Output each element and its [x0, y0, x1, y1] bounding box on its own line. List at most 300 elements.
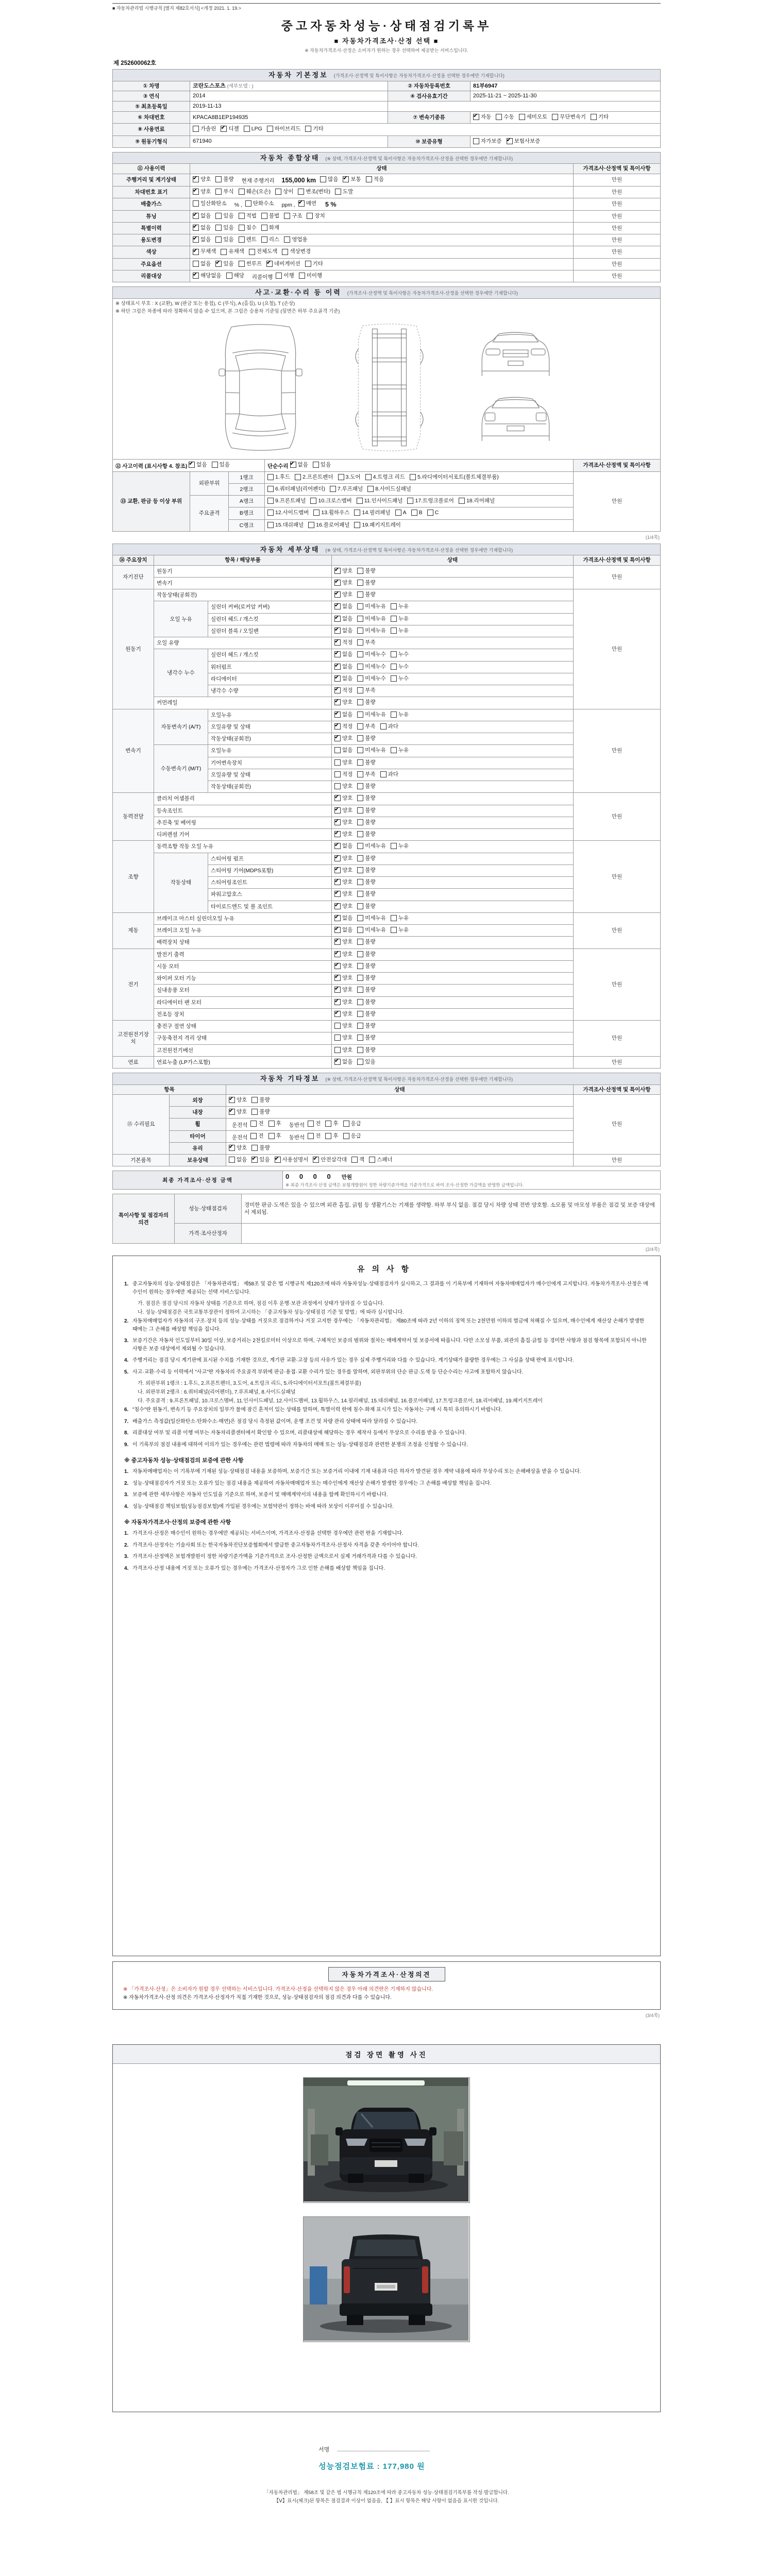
checkbox-icon[interactable] — [380, 771, 386, 777]
checkbox-icon[interactable] — [334, 699, 341, 705]
checkbox-icon[interactable] — [334, 568, 341, 574]
checkbox-icon[interactable] — [334, 891, 341, 897]
checkbox-option[interactable] — [334, 759, 352, 766]
checkbox-icon[interactable] — [313, 510, 320, 516]
checkbox-option[interactable] — [215, 176, 233, 183]
checkbox-option[interactable] — [249, 248, 278, 255]
checkbox-option[interactable] — [391, 627, 409, 634]
checkbox-icon[interactable] — [357, 675, 363, 682]
checkbox-icon[interactable] — [427, 510, 433, 516]
checkbox-option[interactable] — [334, 663, 352, 670]
checkbox-option[interactable] — [357, 723, 375, 730]
checkbox-option[interactable] — [367, 485, 411, 493]
checkbox-icon[interactable] — [334, 975, 341, 981]
checkbox-icon[interactable] — [215, 176, 222, 182]
checkbox-option[interactable] — [380, 771, 398, 778]
checkbox-option[interactable] — [334, 951, 352, 958]
checkbox-icon[interactable] — [193, 225, 199, 231]
checkbox-icon[interactable] — [313, 462, 319, 468]
checkbox-option[interactable] — [369, 1156, 392, 1163]
checkbox-icon[interactable] — [473, 114, 479, 120]
checkbox-option[interactable] — [357, 855, 375, 862]
checkbox-option[interactable] — [330, 485, 363, 493]
checkbox-option[interactable] — [215, 260, 233, 267]
checkbox-option[interactable] — [251, 1108, 270, 1115]
checkbox-icon[interactable] — [221, 249, 227, 255]
checkbox-icon[interactable] — [215, 213, 222, 219]
checkbox-icon[interactable] — [351, 1157, 358, 1163]
checkbox-icon[interactable] — [334, 831, 341, 837]
checkbox-icon[interactable] — [325, 1121, 331, 1127]
checkbox-icon[interactable] — [507, 138, 513, 144]
checkbox-icon[interactable] — [267, 126, 273, 132]
checkbox-icon[interactable] — [391, 603, 397, 609]
checkbox-icon[interactable] — [391, 664, 397, 670]
checkbox-icon[interactable] — [221, 126, 227, 132]
checkbox-option[interactable] — [391, 914, 409, 922]
checkbox-icon[interactable] — [334, 987, 341, 993]
checkbox-option[interactable] — [357, 794, 375, 802]
checkbox-option[interactable] — [226, 272, 244, 279]
checkbox-icon[interactable] — [307, 213, 313, 219]
checkbox-icon[interactable] — [334, 628, 341, 634]
checkbox-option[interactable] — [591, 113, 609, 121]
checkbox-option[interactable] — [276, 272, 294, 279]
checkbox-icon[interactable] — [334, 747, 341, 753]
checkbox-icon[interactable] — [365, 474, 372, 480]
checkbox-option[interactable] — [193, 236, 211, 243]
checkbox-icon[interactable] — [357, 651, 363, 657]
checkbox-icon[interactable] — [275, 1157, 281, 1163]
checkbox-icon[interactable] — [334, 879, 341, 885]
checkbox-option[interactable] — [343, 1120, 361, 1127]
checkbox-icon[interactable] — [391, 651, 397, 657]
checkbox-option[interactable] — [215, 236, 233, 243]
checkbox-option[interactable] — [334, 878, 352, 886]
checkbox-option[interactable] — [215, 212, 233, 219]
checkbox-option[interactable] — [313, 461, 331, 468]
checkbox-icon[interactable] — [357, 699, 363, 705]
checkbox-option[interactable] — [229, 1096, 247, 1104]
checkbox-option[interactable] — [290, 461, 308, 468]
checkbox-icon[interactable] — [367, 486, 374, 492]
checkbox-icon[interactable] — [357, 807, 363, 814]
checkbox-option[interactable] — [411, 509, 423, 516]
checkbox-option[interactable] — [268, 1120, 281, 1127]
checkbox-option[interactable] — [380, 723, 398, 730]
checkbox-option[interactable] — [308, 521, 349, 529]
checkbox-icon[interactable] — [334, 735, 341, 741]
checkbox-icon[interactable] — [267, 510, 274, 516]
checkbox-icon[interactable] — [334, 855, 341, 861]
checkbox-option[interactable] — [357, 567, 375, 574]
checkbox-option[interactable] — [334, 867, 352, 874]
checkbox-option[interactable] — [334, 938, 352, 945]
checkbox-icon[interactable] — [261, 213, 267, 219]
checkbox-option[interactable] — [267, 509, 309, 516]
checkbox-icon[interactable] — [334, 1059, 341, 1065]
checkbox-option[interactable] — [334, 903, 352, 910]
checkbox-option[interactable] — [334, 890, 352, 897]
checkbox-icon[interactable] — [357, 498, 363, 504]
checkbox-icon[interactable] — [334, 580, 341, 586]
checkbox-option[interactable] — [357, 627, 386, 634]
checkbox-option[interactable] — [357, 1058, 375, 1065]
checkbox-icon[interactable] — [215, 225, 222, 231]
checkbox-option[interactable] — [395, 509, 407, 516]
checkbox-option[interactable] — [507, 138, 541, 145]
checkbox-option[interactable] — [473, 113, 491, 121]
checkbox-icon[interactable] — [357, 628, 363, 634]
checkbox-icon[interactable] — [354, 510, 360, 516]
checkbox-option[interactable] — [305, 260, 323, 267]
checkbox-icon[interactable] — [229, 1109, 235, 1115]
checkbox-icon[interactable] — [334, 687, 341, 693]
checkbox-icon[interactable] — [193, 261, 199, 267]
checkbox-icon[interactable] — [357, 903, 363, 909]
checkbox-icon[interactable] — [496, 114, 502, 120]
checkbox-icon[interactable] — [308, 522, 314, 528]
checkbox-option[interactable] — [193, 260, 211, 267]
checkbox-option[interactable] — [325, 1120, 338, 1127]
checkbox-option[interactable] — [239, 212, 257, 219]
checkbox-option[interactable] — [245, 200, 274, 207]
checkbox-option[interactable] — [193, 272, 222, 279]
checkbox-option[interactable] — [473, 138, 502, 145]
checkbox-option[interactable] — [391, 651, 409, 658]
checkbox-icon[interactable] — [334, 664, 341, 670]
checkbox-icon[interactable] — [334, 771, 341, 777]
checkbox-icon[interactable] — [334, 651, 341, 657]
checkbox-icon[interactable] — [391, 747, 397, 753]
checkbox-icon[interactable] — [357, 819, 363, 825]
checkbox-icon[interactable] — [334, 1011, 341, 1017]
checkbox-icon[interactable] — [357, 664, 363, 670]
checkbox-option[interactable] — [298, 200, 316, 207]
checkbox-option[interactable] — [193, 248, 216, 255]
checkbox-option[interactable] — [357, 986, 375, 993]
checkbox-option[interactable] — [284, 236, 307, 243]
checkbox-icon[interactable] — [334, 795, 341, 801]
checkbox-icon[interactable] — [357, 1047, 363, 1053]
checkbox-option[interactable] — [221, 125, 239, 132]
checkbox-icon[interactable] — [193, 213, 199, 219]
checkbox-option[interactable] — [357, 759, 375, 766]
checkbox-icon[interactable] — [591, 114, 597, 120]
checkbox-option[interactable] — [357, 711, 386, 718]
checkbox-icon[interactable] — [334, 1035, 341, 1041]
checkbox-option[interactable] — [310, 497, 351, 504]
checkbox-option[interactable] — [334, 591, 352, 598]
checkbox-icon[interactable] — [268, 1121, 275, 1127]
checkbox-icon[interactable] — [334, 603, 341, 609]
checkbox-option[interactable] — [334, 687, 352, 694]
checkbox-option[interactable] — [354, 521, 400, 529]
checkbox-icon[interactable] — [343, 1121, 349, 1127]
checkbox-icon[interactable] — [239, 236, 245, 243]
checkbox-option[interactable] — [366, 176, 384, 183]
checkbox-icon[interactable] — [298, 200, 305, 207]
checkbox-option[interactable] — [357, 687, 375, 694]
checkbox-icon[interactable] — [357, 1023, 363, 1029]
checkbox-option[interactable] — [261, 236, 279, 243]
checkbox-option[interactable] — [357, 926, 386, 934]
checkbox-option[interactable] — [410, 473, 499, 481]
checkbox-icon[interactable] — [552, 114, 558, 120]
checkbox-icon[interactable] — [473, 138, 479, 144]
checkbox-icon[interactable] — [251, 1097, 258, 1103]
checkbox-option[interactable] — [334, 794, 352, 802]
checkbox-icon[interactable] — [251, 1157, 258, 1163]
checkbox-icon[interactable] — [261, 225, 267, 231]
checkbox-icon[interactable] — [267, 498, 274, 504]
checkbox-option[interactable] — [365, 473, 405, 481]
checkbox-icon[interactable] — [245, 200, 251, 207]
checkbox-icon[interactable] — [334, 1047, 341, 1053]
checkbox-icon[interactable] — [357, 795, 363, 801]
checkbox-icon[interactable] — [357, 999, 363, 1005]
checkbox-icon[interactable] — [284, 213, 290, 219]
checkbox-option[interactable] — [189, 461, 207, 468]
checkbox-icon[interactable] — [357, 568, 363, 574]
checkbox-option[interactable] — [357, 998, 375, 1006]
checkbox-icon[interactable] — [357, 867, 363, 873]
checkbox-icon[interactable] — [193, 273, 199, 279]
checkbox-option[interactable] — [334, 747, 352, 754]
checkbox-icon[interactable] — [267, 486, 274, 492]
checkbox-icon[interactable] — [229, 1157, 235, 1163]
checkbox-option[interactable] — [552, 113, 586, 121]
checkbox-option[interactable] — [334, 1058, 352, 1065]
checkbox-icon[interactable] — [334, 819, 341, 825]
checkbox-icon[interactable] — [357, 735, 363, 741]
checkbox-option[interactable] — [299, 272, 322, 279]
checkbox-option[interactable] — [334, 1034, 352, 1041]
checkbox-icon[interactable] — [320, 176, 326, 182]
checkbox-option[interactable] — [334, 1022, 352, 1029]
checkbox-option[interactable] — [357, 878, 375, 886]
checkbox-icon[interactable] — [308, 1121, 314, 1127]
checkbox-option[interactable] — [334, 699, 352, 706]
checkbox-option[interactable] — [391, 711, 409, 718]
checkbox-icon[interactable] — [334, 675, 341, 682]
checkbox-option[interactable] — [357, 699, 375, 706]
checkbox-icon[interactable] — [357, 580, 363, 586]
checkbox-option[interactable] — [391, 663, 409, 670]
checkbox-option[interactable] — [215, 188, 233, 195]
checkbox-icon[interactable] — [275, 189, 281, 195]
checkbox-icon[interactable] — [313, 1157, 319, 1163]
checkbox-option[interactable] — [284, 212, 302, 219]
checkbox-icon[interactable] — [391, 711, 397, 718]
checkbox-option[interactable] — [261, 212, 279, 219]
checkbox-icon[interactable] — [459, 498, 465, 504]
checkbox-option[interactable] — [351, 1156, 364, 1163]
checkbox-icon[interactable] — [357, 855, 363, 861]
checkbox-icon[interactable] — [215, 236, 222, 243]
checkbox-option[interactable] — [357, 951, 375, 958]
checkbox-icon[interactable] — [357, 831, 363, 837]
checkbox-icon[interactable] — [193, 176, 199, 182]
checkbox-option[interactable] — [459, 497, 495, 504]
checkbox-option[interactable] — [334, 1046, 352, 1054]
checkbox-option[interactable] — [357, 914, 386, 922]
checkbox-icon[interactable] — [357, 975, 363, 981]
checkbox-icon[interactable] — [391, 927, 397, 933]
checkbox-icon[interactable] — [334, 639, 341, 646]
checkbox-icon[interactable] — [334, 807, 341, 814]
checkbox-icon[interactable] — [343, 176, 349, 182]
checkbox-option[interactable] — [305, 125, 323, 132]
checkbox-icon[interactable] — [244, 126, 250, 132]
checkbox-icon[interactable] — [519, 114, 525, 120]
checkbox-icon[interactable] — [357, 783, 363, 789]
checkbox-icon[interactable] — [395, 510, 401, 516]
checkbox-icon[interactable] — [290, 462, 296, 468]
checkbox-option[interactable] — [193, 212, 211, 219]
checkbox-icon[interactable] — [357, 639, 363, 646]
checkbox-icon[interactable] — [357, 747, 363, 753]
checkbox-icon[interactable] — [334, 927, 341, 933]
checkbox-option[interactable] — [221, 248, 244, 255]
checkbox-option[interactable] — [282, 248, 311, 255]
checkbox-option[interactable] — [298, 188, 330, 195]
checkbox-option[interactable] — [357, 603, 386, 610]
checkbox-option[interactable] — [334, 783, 352, 790]
checkbox-option[interactable] — [357, 639, 375, 646]
checkbox-icon[interactable] — [310, 498, 316, 504]
checkbox-icon[interactable] — [299, 273, 305, 279]
checkbox-option[interactable] — [357, 938, 375, 945]
checkbox-icon[interactable] — [250, 1121, 257, 1127]
checkbox-icon[interactable] — [212, 462, 218, 468]
checkbox-option[interactable] — [229, 1108, 247, 1115]
checkbox-icon[interactable] — [239, 225, 245, 231]
checkbox-option[interactable] — [229, 1156, 247, 1163]
checkbox-icon[interactable] — [334, 999, 341, 1005]
checkbox-icon[interactable] — [249, 249, 255, 255]
checkbox-option[interactable] — [193, 176, 211, 183]
checkbox-option[interactable] — [308, 1132, 321, 1140]
checkbox-option[interactable] — [357, 747, 386, 754]
checkbox-icon[interactable] — [334, 783, 341, 789]
checkbox-option[interactable] — [307, 212, 325, 219]
checkbox-option[interactable] — [267, 485, 325, 493]
checkbox-icon[interactable] — [330, 486, 336, 492]
checkbox-option[interactable] — [193, 188, 211, 195]
checkbox-option[interactable] — [334, 615, 352, 622]
checkbox-option[interactable] — [250, 1120, 263, 1127]
checkbox-option[interactable] — [357, 842, 386, 850]
checkbox-option[interactable] — [391, 842, 409, 850]
checkbox-option[interactable] — [334, 807, 352, 814]
checkbox-option[interactable] — [391, 926, 409, 934]
checkbox-icon[interactable] — [407, 498, 413, 504]
checkbox-option[interactable] — [212, 461, 230, 468]
checkbox-option[interactable] — [239, 260, 262, 267]
checkbox-icon[interactable] — [325, 1133, 331, 1139]
checkbox-option[interactable] — [334, 723, 352, 730]
checkbox-icon[interactable] — [391, 616, 397, 622]
checkbox-option[interactable] — [343, 1132, 361, 1140]
checkbox-icon[interactable] — [193, 249, 199, 255]
checkbox-option[interactable] — [357, 771, 375, 778]
checkbox-icon[interactable] — [334, 843, 341, 849]
checkbox-icon[interactable] — [239, 189, 245, 195]
checkbox-option[interactable] — [391, 675, 409, 682]
checkbox-icon[interactable] — [308, 1133, 314, 1139]
checkbox-option[interactable] — [334, 675, 352, 682]
checkbox-option[interactable] — [335, 188, 353, 195]
checkbox-option[interactable] — [338, 473, 361, 481]
checkbox-option[interactable] — [407, 497, 453, 504]
checkbox-option[interactable] — [295, 473, 333, 481]
checkbox-option[interactable] — [334, 639, 352, 646]
checkbox-icon[interactable] — [229, 1145, 235, 1151]
checkbox-icon[interactable] — [251, 1145, 258, 1151]
checkbox-option[interactable] — [334, 603, 352, 610]
checkbox-option[interactable] — [357, 807, 375, 814]
checkbox-option[interactable] — [244, 125, 262, 132]
checkbox-icon[interactable] — [295, 474, 301, 480]
checkbox-icon[interactable] — [239, 213, 245, 219]
checkbox-option[interactable] — [357, 1046, 375, 1054]
checkbox-option[interactable] — [357, 663, 386, 670]
checkbox-option[interactable] — [193, 200, 227, 207]
checkbox-option[interactable] — [334, 627, 352, 634]
checkbox-option[interactable] — [334, 567, 352, 574]
checkbox-option[interactable] — [334, 998, 352, 1006]
checkbox-icon[interactable] — [357, 939, 363, 945]
checkbox-option[interactable] — [334, 711, 352, 718]
checkbox-icon[interactable] — [298, 189, 304, 195]
checkbox-option[interactable] — [267, 497, 306, 504]
checkbox-option[interactable] — [275, 1156, 309, 1163]
checkbox-option[interactable] — [357, 890, 375, 897]
checkbox-option[interactable] — [496, 113, 514, 121]
checkbox-icon[interactable] — [305, 261, 311, 267]
checkbox-option[interactable] — [334, 579, 352, 586]
checkbox-icon[interactable] — [357, 771, 363, 777]
checkbox-option[interactable] — [357, 735, 375, 742]
checkbox-option[interactable] — [215, 224, 233, 231]
checkbox-icon[interactable] — [266, 261, 273, 267]
checkbox-icon[interactable] — [334, 1023, 341, 1029]
checkbox-icon[interactable] — [193, 126, 199, 132]
checkbox-option[interactable] — [391, 747, 409, 754]
checkbox-option[interactable] — [357, 867, 375, 874]
checkbox-icon[interactable] — [334, 915, 341, 921]
checkbox-icon[interactable] — [357, 843, 363, 849]
checkbox-option[interactable] — [267, 125, 301, 132]
checkbox-icon[interactable] — [215, 261, 222, 267]
checkbox-option[interactable] — [357, 1010, 375, 1018]
checkbox-icon[interactable] — [391, 675, 397, 682]
checkbox-icon[interactable] — [335, 189, 341, 195]
checkbox-icon[interactable] — [284, 236, 290, 243]
checkbox-icon[interactable] — [357, 711, 363, 718]
checkbox-icon[interactable] — [354, 522, 360, 528]
checkbox-icon[interactable] — [334, 759, 341, 766]
checkbox-icon[interactable] — [334, 951, 341, 957]
checkbox-option[interactable] — [334, 974, 352, 981]
checkbox-icon[interactable] — [357, 879, 363, 885]
checkbox-option[interactable] — [251, 1156, 270, 1163]
checkbox-icon[interactable] — [229, 1097, 235, 1103]
checkbox-option[interactable] — [239, 224, 257, 231]
checkbox-option[interactable] — [357, 962, 375, 970]
checkbox-icon[interactable] — [261, 236, 267, 243]
